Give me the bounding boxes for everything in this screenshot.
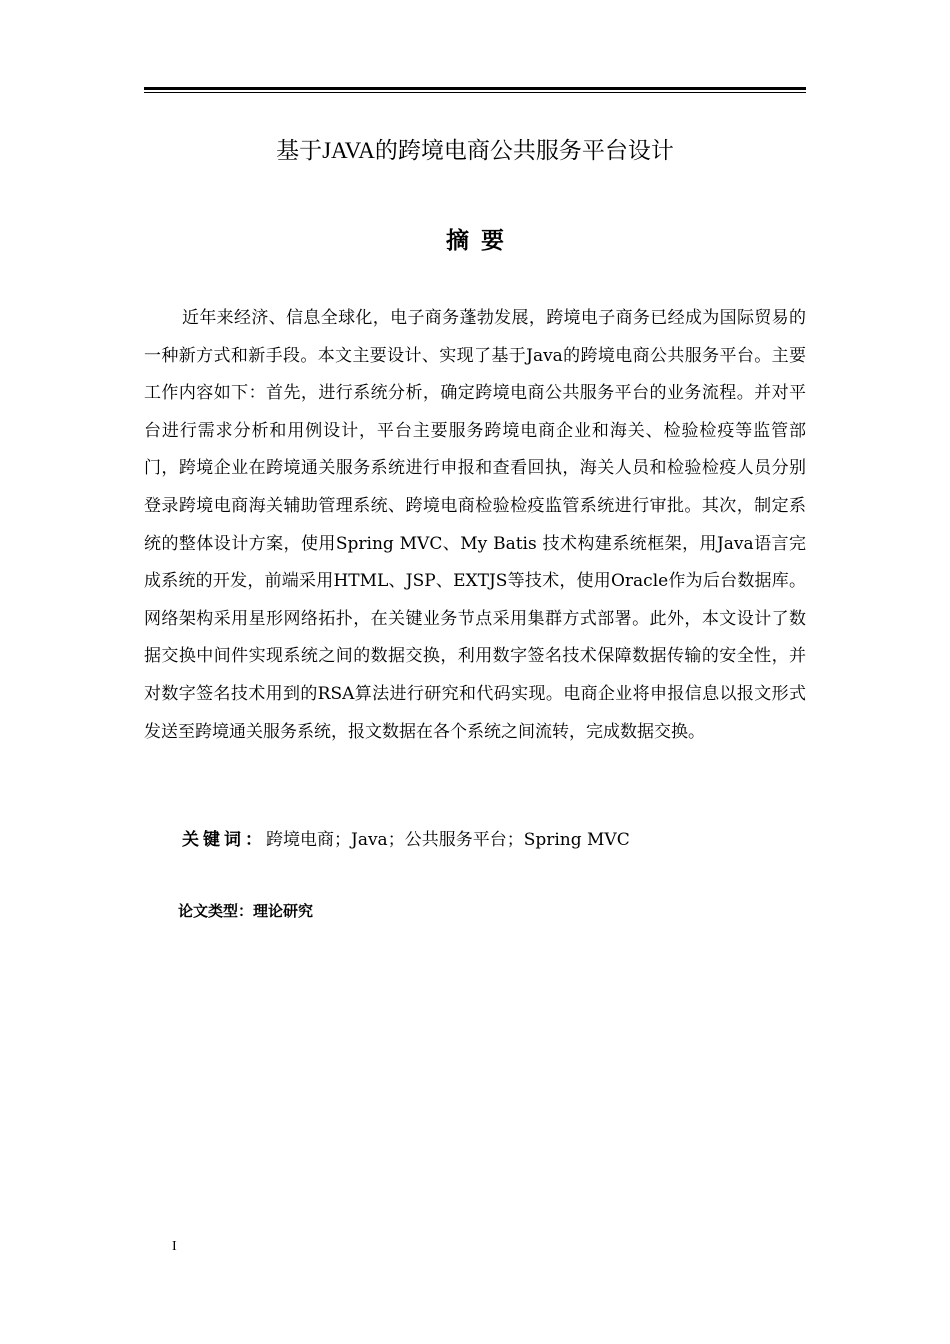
page-number: I	[172, 1239, 177, 1254]
keywords-line	[182, 823, 806, 857]
abstract-body: 近年来经济、信息全球化，电子商务蓬勃发展，跨境电子商务已经成为国际贸易的一种新方式和新手段。本文主要设计、实现了基于Java的跨境电商公共服务平台。主要工作内容如下：首先，进行系统分析，确定跨境电商公共服务平台的业务流程。并对平台进行需求分析和用例设计，平台主要服务跨境电商企业和海关、检验检疫等监管部门，跨境企业在跨境通关服务系统进行申报和查看回执，海关人员和检验检疫人员分别登录跨境电商海关辅助管理系统、跨境电商检验检疫监管系统进行审批。其次，制定系统的整体设计方案，使用Spring MVC、My Batis 技术构建系统框架，用Java语言完成系统的开发，前端采用HTML、JSP、EXTJS等技术，使用Oracle作为后台数据库。网络架构采用星形网络拓扑，在关键业务节点采用集群方式部署。此外，本文设计了数据交换中间件实现系统之间的数据交换，利用数字签名技术保障数据传输的安全性，并对数字签名技术用到的RSA算法进行研究和代码实现。电商企业将申报信息以报文形式发送至跨境通关服务系统，报文数据在各个系统之间流转，完成数据交换。	[144, 308, 806, 742]
keywords-label: 关键词：	[182, 830, 266, 850]
keywords-value: 跨境电商；Java；公共服务平台；Spring MVC	[266, 830, 630, 850]
abstract-heading: 摘要	[446, 227, 516, 254]
paper-type: 论文类型：理论研究	[178, 902, 314, 920]
document-title: 基于JAVA的跨境电商公共服务平台设计	[276, 138, 674, 163]
header-rule-thick	[144, 87, 806, 90]
header-rule-thin	[144, 92, 806, 93]
